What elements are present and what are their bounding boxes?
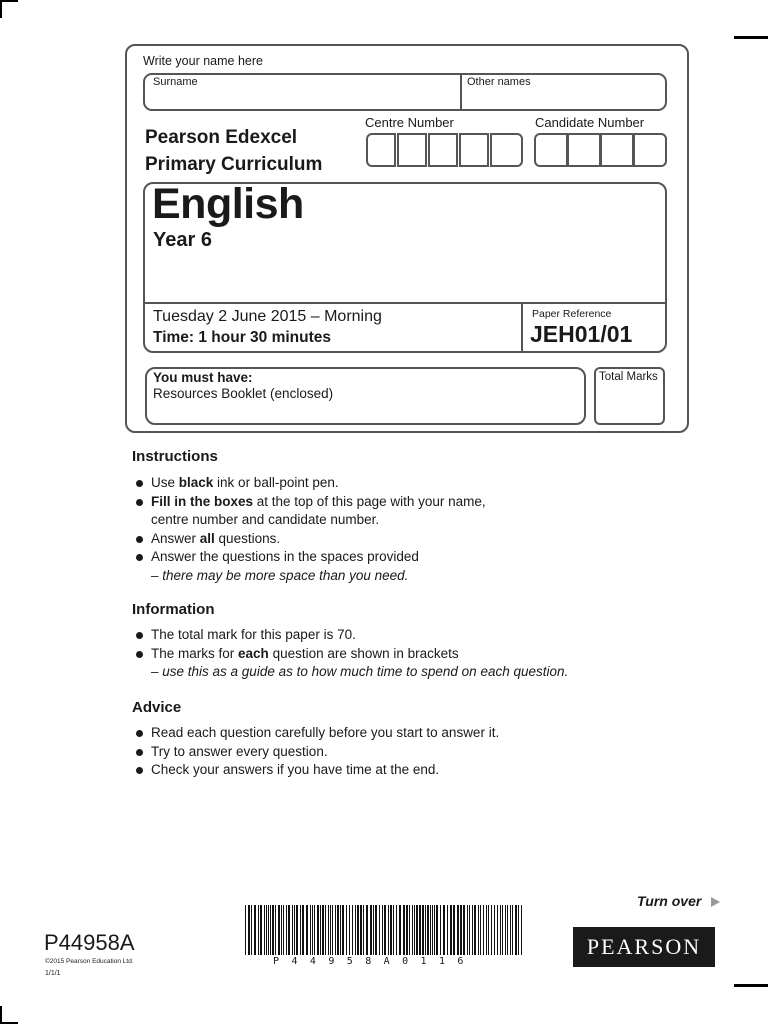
must-have-label: You must have: xyxy=(153,370,253,385)
surname-label: Surname xyxy=(153,76,198,88)
paper-reference: JEH01/01 xyxy=(530,321,633,347)
paper-reference-label: Paper Reference xyxy=(532,308,612,320)
barcode-bar xyxy=(283,905,284,955)
barcode-bar xyxy=(294,905,295,955)
barcode-bar xyxy=(266,905,267,955)
barcode-bar xyxy=(337,905,339,955)
barcode-bar xyxy=(432,905,433,955)
turn-over-label: Turn over xyxy=(637,893,702,909)
advice-item: Try to answer every question. xyxy=(132,743,499,762)
crop-mark-right-bottom xyxy=(734,984,768,987)
pearson-logo-text: PEARSON xyxy=(586,934,702,959)
paper-code: P44958A xyxy=(44,930,135,955)
barcode-bar xyxy=(292,905,293,955)
barcode-bar xyxy=(357,905,359,955)
barcode-bar xyxy=(416,905,418,955)
candidate-digit-2[interactable] xyxy=(567,133,601,167)
barcode-bar xyxy=(342,905,344,955)
exam-duration: Time: 1 hour 30 minutes xyxy=(153,329,332,346)
barcode-bar xyxy=(430,905,431,955)
barcode-bar xyxy=(310,905,311,955)
barcode-bar xyxy=(281,905,282,955)
exam-board-name: Pearson Edexcel xyxy=(145,127,298,148)
barcode-bar xyxy=(469,905,470,955)
barcode-bar xyxy=(434,905,435,955)
bullet-icon xyxy=(136,730,143,737)
barcode-bar xyxy=(251,905,252,955)
instruction-item: Use black ink or ball-point pen. xyxy=(132,474,486,493)
crop-mark-right-top xyxy=(734,36,768,39)
instruction-item: Answer the questions in the spaces provided – there may be more space than you need. xyxy=(132,548,486,585)
barcode-bar xyxy=(396,905,397,955)
barcode-bar xyxy=(521,905,522,955)
barcode-bar xyxy=(360,905,362,955)
barcode-bar xyxy=(370,905,372,955)
barcode-bar xyxy=(422,905,424,955)
information-item: The total mark for this paper is 70. xyxy=(132,626,568,645)
barcode-bar xyxy=(258,905,259,955)
centre-number-label: Centre Number xyxy=(365,115,454,130)
barcode-bar xyxy=(390,905,392,955)
barcode-bar xyxy=(328,905,329,955)
barcode-bar xyxy=(248,905,250,955)
barcode-bar xyxy=(286,905,287,955)
write-name-label: Write your name here xyxy=(143,54,263,68)
bullet-icon xyxy=(136,749,143,756)
centre-digit-1[interactable] xyxy=(366,133,396,167)
information-item: The marks for each question are shown in brackets – use this as a guide as to how much time to spend on each question. xyxy=(132,645,568,682)
surname-field[interactable] xyxy=(146,90,458,108)
barcode-bar xyxy=(375,905,377,955)
barcode-bar xyxy=(346,905,347,955)
barcode-bar xyxy=(288,905,290,955)
crop-mark-top-left-h xyxy=(0,0,18,2)
barcode-bar xyxy=(260,905,262,955)
barcode-bar xyxy=(440,905,441,955)
bullet-icon xyxy=(136,632,143,639)
barcode-bar xyxy=(453,905,455,955)
print-code: 1/1/1 xyxy=(45,970,61,977)
barcode-bar xyxy=(388,905,389,955)
candidate-digit-4[interactable] xyxy=(633,133,667,167)
barcode-bar xyxy=(414,905,415,955)
barcode-bar xyxy=(486,905,487,955)
barcode-bar xyxy=(363,905,364,955)
barcode-bar xyxy=(320,905,321,955)
barcode-bar xyxy=(322,905,324,955)
barcode-bar xyxy=(382,905,383,955)
bullet-icon xyxy=(136,480,143,487)
barcode-bar xyxy=(268,905,269,955)
bullet-icon xyxy=(136,767,143,774)
barcode-bar xyxy=(507,905,508,955)
exam-date: Tuesday 2 June 2015 – Morning xyxy=(153,308,382,325)
barcode-bar xyxy=(419,905,421,955)
barcode-bar xyxy=(403,905,405,955)
barcode-bar xyxy=(450,905,452,955)
barcode-bar xyxy=(340,905,341,955)
barcode-bar xyxy=(352,905,353,955)
barcode-bar xyxy=(379,905,380,955)
barcode-bar xyxy=(463,905,465,955)
barcode-bar xyxy=(399,905,401,955)
advice-heading: Advice xyxy=(132,699,182,716)
barcode-bar xyxy=(497,905,498,955)
barcode-text: P 4 4 9 5 8 A 0 1 1 6 xyxy=(273,956,467,967)
barcode-bar xyxy=(409,905,410,955)
other-names-field[interactable] xyxy=(464,90,664,108)
candidate-digit-1[interactable] xyxy=(534,133,568,167)
instruction-item: Answer all questions. xyxy=(132,530,486,549)
paper-ref-divider xyxy=(521,302,523,351)
subject-title: English xyxy=(152,180,304,228)
barcode-bar xyxy=(384,905,386,955)
barcode-bar xyxy=(425,905,426,955)
barcode-bar xyxy=(502,905,503,955)
barcode-bar xyxy=(296,905,298,955)
barcode-bar xyxy=(355,905,356,955)
barcode-bar xyxy=(270,905,271,955)
right-triangle-icon xyxy=(711,897,720,907)
barcode-bar xyxy=(245,905,246,955)
instructions-list xyxy=(132,474,486,585)
barcode-bar xyxy=(278,905,280,955)
barcode-bar xyxy=(412,905,413,955)
information-list xyxy=(132,626,568,682)
must-have-item: Resources Booklet (enclosed) xyxy=(153,386,334,401)
barcode-bar xyxy=(443,905,445,955)
copyright: ©2015 Pearson Education Ltd. xyxy=(45,958,134,965)
advice-item: Check your answers if you have time at the end. xyxy=(132,761,499,780)
barcode-bar xyxy=(312,905,313,955)
advice-list xyxy=(132,724,499,780)
barcode-bar xyxy=(272,905,274,955)
barcode-bar xyxy=(373,905,374,955)
bullet-icon xyxy=(136,651,143,658)
barcode-bar xyxy=(317,905,319,955)
exam-board-curriculum: Primary Curriculum xyxy=(145,154,323,175)
advice-item: Read each question carefully before you start to answer it. xyxy=(132,724,499,743)
barcode-bar xyxy=(427,905,429,955)
barcode-bar xyxy=(491,905,492,955)
barcode-bar xyxy=(478,905,479,955)
turn-over-link[interactable] xyxy=(637,893,720,909)
barcode-bar xyxy=(474,905,476,955)
centre-digit-2[interactable] xyxy=(397,133,427,167)
barcode-bar xyxy=(264,905,265,955)
barcode-bar xyxy=(460,905,462,955)
barcode-bar xyxy=(254,905,256,955)
candidate-number-boxes xyxy=(534,133,667,167)
candidate-digit-3[interactable] xyxy=(600,133,634,167)
barcode-bar xyxy=(366,905,368,955)
barcode-bar xyxy=(488,905,489,955)
information-heading: Information xyxy=(132,601,215,618)
barcode-bar xyxy=(457,905,459,955)
barcode-bar xyxy=(393,905,394,955)
subject-box-divider xyxy=(145,302,665,304)
barcode-bar xyxy=(406,905,408,955)
centre-digit-4[interactable] xyxy=(459,133,489,167)
barcode-bar xyxy=(332,905,333,955)
centre-number-boxes xyxy=(366,133,523,167)
barcode-bar xyxy=(335,905,336,955)
centre-digit-3[interactable] xyxy=(428,133,458,167)
barcode-bar xyxy=(302,905,304,955)
barcode-bar xyxy=(447,905,448,955)
bullet-icon xyxy=(136,499,143,506)
barcode-bar xyxy=(510,905,511,955)
barcode-bar xyxy=(500,905,501,955)
candidate-number-label: Candidate Number xyxy=(535,115,645,130)
barcode-bar xyxy=(436,905,438,955)
name-box-divider xyxy=(460,73,462,111)
barcode-bar xyxy=(512,905,513,955)
barcode-bar xyxy=(480,905,481,955)
barcode-bar xyxy=(472,905,473,955)
barcode-bar xyxy=(325,905,326,955)
total-marks-label: Total Marks xyxy=(599,371,658,383)
barcode-bar xyxy=(314,905,315,955)
instructions-heading: Instructions xyxy=(132,448,218,465)
year-label: Year 6 xyxy=(153,229,212,251)
barcode-bar xyxy=(330,905,331,955)
barcode-bar xyxy=(515,905,517,955)
bullet-icon xyxy=(136,536,143,543)
barcode-bar xyxy=(505,905,506,955)
bullet-icon xyxy=(136,554,143,561)
other-names-label: Other names xyxy=(467,76,531,88)
barcode-bar xyxy=(494,905,495,955)
crop-mark-top-left xyxy=(0,0,2,18)
centre-digit-5[interactable] xyxy=(490,133,523,167)
barcode-bar xyxy=(300,905,301,955)
barcode-bar xyxy=(275,905,276,955)
pearson-logo xyxy=(573,927,715,967)
barcode-bar xyxy=(306,905,308,955)
barcode-bar xyxy=(518,905,519,955)
barcode-bar xyxy=(467,905,468,955)
barcode-bar xyxy=(349,905,350,955)
barcode xyxy=(245,905,522,955)
barcode-bar xyxy=(483,905,484,955)
instruction-item: Fill in the boxes at the top of this page with your name, centre number and candidate number. xyxy=(132,493,486,530)
